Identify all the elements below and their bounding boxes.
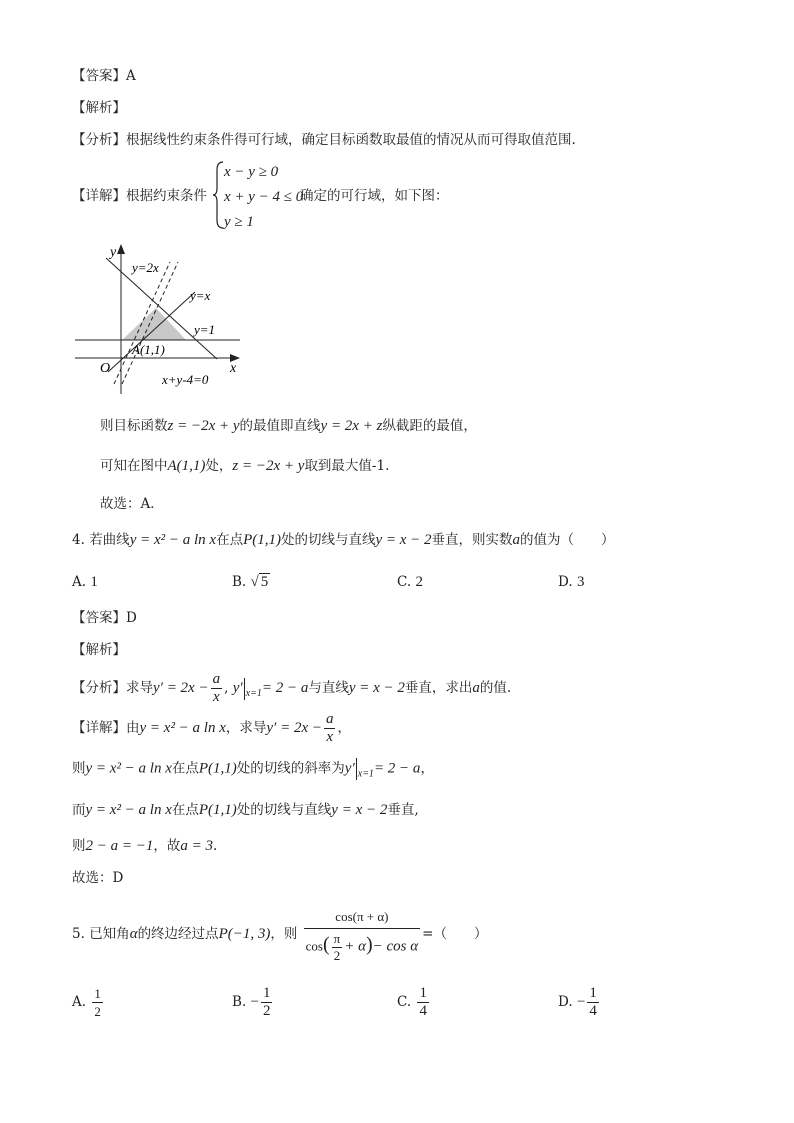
text: 则 xyxy=(72,760,86,777)
numerator: cos(π + α) xyxy=(304,906,421,929)
math: A(1,1) xyxy=(167,458,206,474)
option-value: 2 xyxy=(415,574,423,590)
xiangjie-text2: 确定的可行域，如下图： xyxy=(300,188,449,204)
option-sign: − xyxy=(250,994,259,1010)
label-yx: y=x xyxy=(190,288,211,303)
q4-choose: 故选：D xyxy=(72,870,124,886)
text: ，则 xyxy=(270,926,298,942)
q5-option-b[interactable] xyxy=(232,982,274,1022)
xiangjie-text1: 根据约束条件 xyxy=(126,188,207,204)
text: 已知角 xyxy=(89,926,130,942)
q3-fenxi-line xyxy=(72,130,576,150)
text: ，求导 xyxy=(225,720,267,736)
text: 在点 xyxy=(171,760,199,777)
q4-option-d[interactable] xyxy=(558,572,584,592)
q3-analysis-tag: 【解析】 xyxy=(72,100,126,116)
main-fraction xyxy=(304,906,421,964)
label-y1: y=1 xyxy=(194,322,216,337)
math: − cos α xyxy=(372,937,419,954)
answer-tag: 【答案】 xyxy=(72,68,126,84)
math: z = −2x + y xyxy=(167,418,240,434)
question-number: 5. xyxy=(72,926,85,942)
numerator: a xyxy=(325,711,334,727)
option-sign: − xyxy=(576,994,586,1010)
answer-tag: 【答案】 xyxy=(72,610,126,626)
math: P(1,1) xyxy=(198,802,237,818)
y-axis-arrow xyxy=(117,244,125,254)
math: P(1,1) xyxy=(243,532,281,548)
text: ， xyxy=(420,760,434,777)
subscript: x=1 xyxy=(245,688,262,699)
answer-value: A xyxy=(126,68,136,84)
numerator: 1 xyxy=(589,985,597,1001)
sqrt-sign: √ xyxy=(250,574,259,590)
text: 处的切线与直线 xyxy=(280,532,376,548)
denominator: 2 xyxy=(333,947,341,963)
text: 在点 xyxy=(216,532,244,548)
option-label: D. xyxy=(558,994,573,1010)
text: 与直线 xyxy=(308,680,349,696)
xiangjie-tag: 【详解】 xyxy=(72,188,126,204)
q4-stem xyxy=(72,530,615,550)
numerator: 1 xyxy=(94,986,101,1001)
text: ， xyxy=(337,720,351,736)
math: a xyxy=(512,532,521,548)
math: y = x − 2 xyxy=(375,532,432,548)
constraint-system xyxy=(224,160,303,235)
text: 的终边经过点 xyxy=(137,926,219,942)
q3-choose: 故选：A． xyxy=(100,496,164,512)
numerator: a xyxy=(212,671,221,687)
math: a = 3 xyxy=(180,838,213,854)
q4-option-c[interactable] xyxy=(397,572,423,592)
math: + α xyxy=(344,937,366,954)
text: 取到最大值-1. xyxy=(304,458,390,474)
denominator: 2 xyxy=(262,1003,271,1019)
math: = 2 − a xyxy=(373,760,421,777)
option-value: 1 xyxy=(90,574,98,590)
math: y = x − 2 xyxy=(348,680,405,696)
math: y = x − 2 xyxy=(331,802,388,818)
q3-xiangjie-line xyxy=(72,186,207,206)
math: y = 2x + z xyxy=(320,418,383,434)
option-label: C. xyxy=(397,994,412,1010)
q3-target-line xyxy=(100,416,477,436)
evaluation-bar xyxy=(244,678,245,700)
fenxi-tag: 【分析】 xyxy=(72,132,126,148)
constraint-1: x − y ≥ 0 xyxy=(224,164,279,180)
text: 的值. xyxy=(479,680,512,696)
subscript: x=1 xyxy=(357,768,374,780)
feasible-region-graph xyxy=(70,242,245,397)
option-label: A. xyxy=(72,574,87,590)
q4-option-b[interactable] xyxy=(232,572,270,592)
q4-analysis-tag: 【解析】 xyxy=(72,642,126,658)
text: 由 xyxy=(126,720,140,736)
text: 纵截距的最值， xyxy=(382,418,477,434)
math: y = x² − a ln x xyxy=(85,760,172,777)
math: a xyxy=(472,680,480,696)
q5-option-c[interactable] xyxy=(397,982,431,1022)
text: 的值为（ ） xyxy=(520,532,615,548)
q4-option-a[interactable] xyxy=(72,572,98,592)
denominator: 4 xyxy=(589,1003,597,1019)
q5-option-d[interactable] xyxy=(558,982,601,1022)
pi-over-two xyxy=(332,931,343,964)
text: 垂直，则实数 xyxy=(431,532,513,548)
text: 则目标函数 xyxy=(100,418,168,434)
feasible-region xyxy=(122,308,186,340)
paren: ) xyxy=(365,932,373,955)
fraction-a-over-x xyxy=(211,671,223,706)
option-label: B. xyxy=(232,994,247,1010)
label-y2x: y=2x xyxy=(132,260,159,275)
option-fraction xyxy=(417,985,429,1020)
q3-max-line xyxy=(100,456,389,476)
question-number: 4. xyxy=(72,532,85,548)
label-y-axis: y xyxy=(110,245,117,260)
answer-value: D xyxy=(126,610,137,626)
text: 处的切线的斜率为 xyxy=(236,760,345,777)
numerator: 1 xyxy=(262,985,271,1001)
math: y = x² − a ln x xyxy=(139,720,226,736)
label-x-axis: x xyxy=(230,361,237,376)
text: cos xyxy=(305,937,323,953)
fraction-a-over-x xyxy=(324,711,336,746)
text: 求导 xyxy=(126,680,153,696)
text: 在点 xyxy=(171,802,199,818)
math: y′ = 2x − xyxy=(153,680,209,696)
q5-option-a[interactable] xyxy=(72,982,105,1022)
text: 可知在图中 xyxy=(100,458,168,474)
label-origin: O xyxy=(100,361,111,376)
option-value: 5 xyxy=(260,574,269,590)
denominator: 2 xyxy=(94,1004,101,1019)
fenxi-text: 根据线性约束条件得可行域，确定目标函数取最值的情况从而可得取值范围. xyxy=(126,132,576,148)
math: y = x² − a ln x xyxy=(129,532,217,548)
math: α xyxy=(129,926,138,942)
label-point-A: A(1,1) xyxy=(132,342,165,357)
text: 垂直，求出 xyxy=(404,680,473,696)
q4-xiangjie-line xyxy=(72,708,351,748)
q5-stem xyxy=(72,904,487,964)
option-fraction xyxy=(587,985,599,1020)
option-label: A. xyxy=(72,994,87,1010)
q4-result-line xyxy=(72,836,217,856)
text: 处， xyxy=(205,458,233,474)
option-fraction xyxy=(261,985,273,1020)
q3-answer-line xyxy=(72,66,136,86)
evaluation-bar xyxy=(356,758,357,780)
constraint-2: x + y − 4 ≤ 0 xyxy=(224,189,304,205)
math: P(−1, 3) xyxy=(218,926,271,942)
label-x-plus-y-4: x+y-4=0 xyxy=(162,372,209,387)
denominator xyxy=(304,929,421,964)
text: 处的切线与直线 xyxy=(236,802,332,818)
math: P(1,1) xyxy=(198,760,237,777)
math: y′ xyxy=(232,680,243,696)
q4-perp-line xyxy=(72,800,419,820)
text: . xyxy=(213,838,218,854)
math: y′ = 2x − xyxy=(266,720,322,736)
math: z = −2x + y xyxy=(232,458,305,474)
text: 而 xyxy=(72,802,86,818)
equals: = xyxy=(422,926,434,942)
paren: ( xyxy=(322,932,330,955)
denominator: 4 xyxy=(419,1003,427,1019)
denominator: x xyxy=(326,729,334,745)
option-label: C. xyxy=(397,574,412,590)
q4-fenxi-line: 【分析】求导y′ = 2x − $\frac{a}{x}$ , y′ $_{x=1}$= 2 − a与直线y = x − 2垂直，求出a的值. xyxy=(72,671,512,705)
math: 2 − a = −1 xyxy=(85,838,154,854)
text: 则 xyxy=(72,838,86,854)
q4-answer-line xyxy=(72,608,137,628)
option-label: B. xyxy=(232,574,247,590)
math: = 2 − a xyxy=(261,680,309,696)
fenxi-tag: 【分析】 xyxy=(72,680,126,696)
text: 若曲线 xyxy=(89,532,130,548)
text: 的最值即直线 xyxy=(239,418,321,434)
option-fraction xyxy=(92,985,103,1020)
numerator: 1 xyxy=(419,985,427,1001)
q4-slope-line xyxy=(72,758,434,785)
text: （ ） xyxy=(433,926,488,942)
denominator: x xyxy=(213,689,220,705)
xiangjie-tag: 【详解】 xyxy=(72,720,126,736)
text: ，故 xyxy=(153,838,181,854)
constraint-3: y ≥ 1 xyxy=(224,214,254,230)
text: 垂直, xyxy=(387,802,419,818)
option-label: D. xyxy=(558,574,573,590)
math: y = x² − a ln x xyxy=(85,802,172,818)
numerator: π xyxy=(333,930,341,946)
option-value: 3 xyxy=(576,574,585,590)
math: y′ xyxy=(344,760,355,777)
